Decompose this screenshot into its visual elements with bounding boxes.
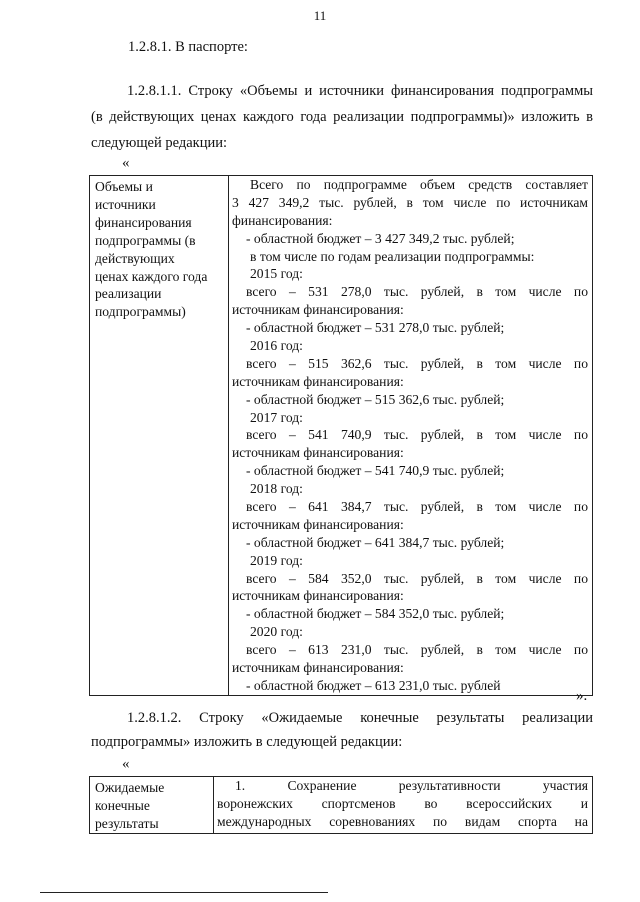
financing-value-line: 2019 год: [250, 552, 303, 568]
financing-label-line: Объемы и [95, 179, 153, 194]
financing-label-line: ценах каждого года [95, 268, 208, 284]
financing-value-line: 2017 год: [250, 409, 303, 425]
financing-value-line: - областной бюджет – 613 231,0 тыс. рублей [246, 677, 501, 693]
financing-value-cell [229, 176, 593, 696]
financing-value-line: источникам финансирования: [232, 516, 404, 532]
quote-open-2: « [122, 756, 130, 772]
financing-value-line: 2016 год: [250, 338, 303, 354]
financing-label-line: реализации [95, 286, 162, 302]
financing-value-line: источникам финансирования: [232, 660, 404, 676]
financing-value-line: Всего по подпрограмме объем средств составляет [250, 177, 588, 192]
financing-value-line: 2020 год: [250, 624, 303, 640]
financing-value-line: всего – 515 362,6 тыс. рублей, в том числе по [246, 355, 588, 371]
page-number: 11 [313, 8, 327, 23]
item1-line3: следующей редакции: [91, 135, 228, 151]
financing-value-line: всего – 531 278,0 тыс. рублей, в том числе по [246, 284, 588, 300]
financing-value-line: всего – 541 740,9 тыс. рублей, в том числе по [246, 427, 588, 443]
results-value-cell [214, 777, 593, 834]
financing-label-line: финансирования [95, 214, 192, 230]
results-label-line: конечные [95, 797, 150, 813]
financing-value-line: 2018 год: [250, 481, 303, 497]
financing-value-line: всего – 584 352,0 тыс. рублей, в том числе по [246, 570, 588, 586]
financing-label-line: действующих [95, 250, 175, 266]
financing-value-line: 2015 год: [250, 266, 303, 282]
results-table [89, 776, 593, 834]
results-value-line: международных соревнованиях по видам спорта на [217, 813, 588, 829]
financing-label-cell [90, 176, 229, 696]
financing-value-line: - областной бюджет – 515 362,6 тыс. рублей; [246, 391, 505, 407]
item1-line2: (в действующих ценах каждого года реализации подпрограммы)» изложить в [91, 109, 593, 125]
footer-rule [40, 892, 328, 893]
financing-value-line: - областной бюджет – 584 352,0 тыс. рублей; [246, 606, 505, 622]
financing-value-line: всего – 641 384,7 тыс. рублей, в том числе по [246, 499, 588, 515]
financing-value-line: источникам финансирования: [232, 373, 404, 389]
results-value-line: воронежских спортсменов во всероссийских и [217, 795, 588, 811]
financing-value-line: источникам финансирования: [232, 588, 404, 604]
section-heading: 1.2.8.1. В паспорте: [128, 39, 248, 55]
quote-open-1: « [122, 155, 130, 171]
financing-value-line: - областной бюджет – 531 278,0 тыс. рублей; [246, 320, 505, 336]
results-label-cell [90, 777, 214, 834]
results-label-line: Ожидаемые [95, 780, 165, 795]
financing-value-line: источникам финансирования: [232, 302, 404, 318]
financing-value-line: - областной бюджет – 541 740,9 тыс. рублей; [246, 463, 505, 479]
financing-label-line: подпрограммы (в [95, 232, 196, 248]
financing-value-line: всего – 613 231,0 тыс. рублей, в том числе по [246, 642, 588, 658]
quote-close-1: ». [576, 688, 588, 704]
financing-value-line: - областной бюджет – 641 384,7 тыс. рублей; [246, 534, 505, 550]
financing-value-line: - областной бюджет – 3 427 349,2 тыс. рублей; [246, 230, 515, 246]
financing-table [89, 175, 593, 696]
item2-line1: 1.2.8.1.2. Строку «Ожидаемые конечные результаты реализации [127, 710, 593, 726]
financing-value-line: в том числе по годам реализации подпрограммы: [250, 248, 535, 264]
item2-line2: подпрограммы» изложить в следующей редакции: [91, 734, 403, 750]
item1-line1: 1.2.8.1.1. Строку «Объемы и источники финансирования подпрограммы [127, 83, 593, 99]
financing-value-line: источникам финансирования: [232, 445, 404, 461]
financing-value-line: 3 427 349,2 тыс. рублей, в том числе по источникам [232, 194, 588, 210]
results-value-line: 1. Сохранение результативности участия [235, 778, 588, 793]
results-label-line: результаты [95, 815, 159, 831]
financing-label-line: подпрограммы) [95, 304, 186, 320]
financing-value-line: финансирования: [232, 212, 333, 228]
financing-label-line: источники [95, 196, 156, 212]
